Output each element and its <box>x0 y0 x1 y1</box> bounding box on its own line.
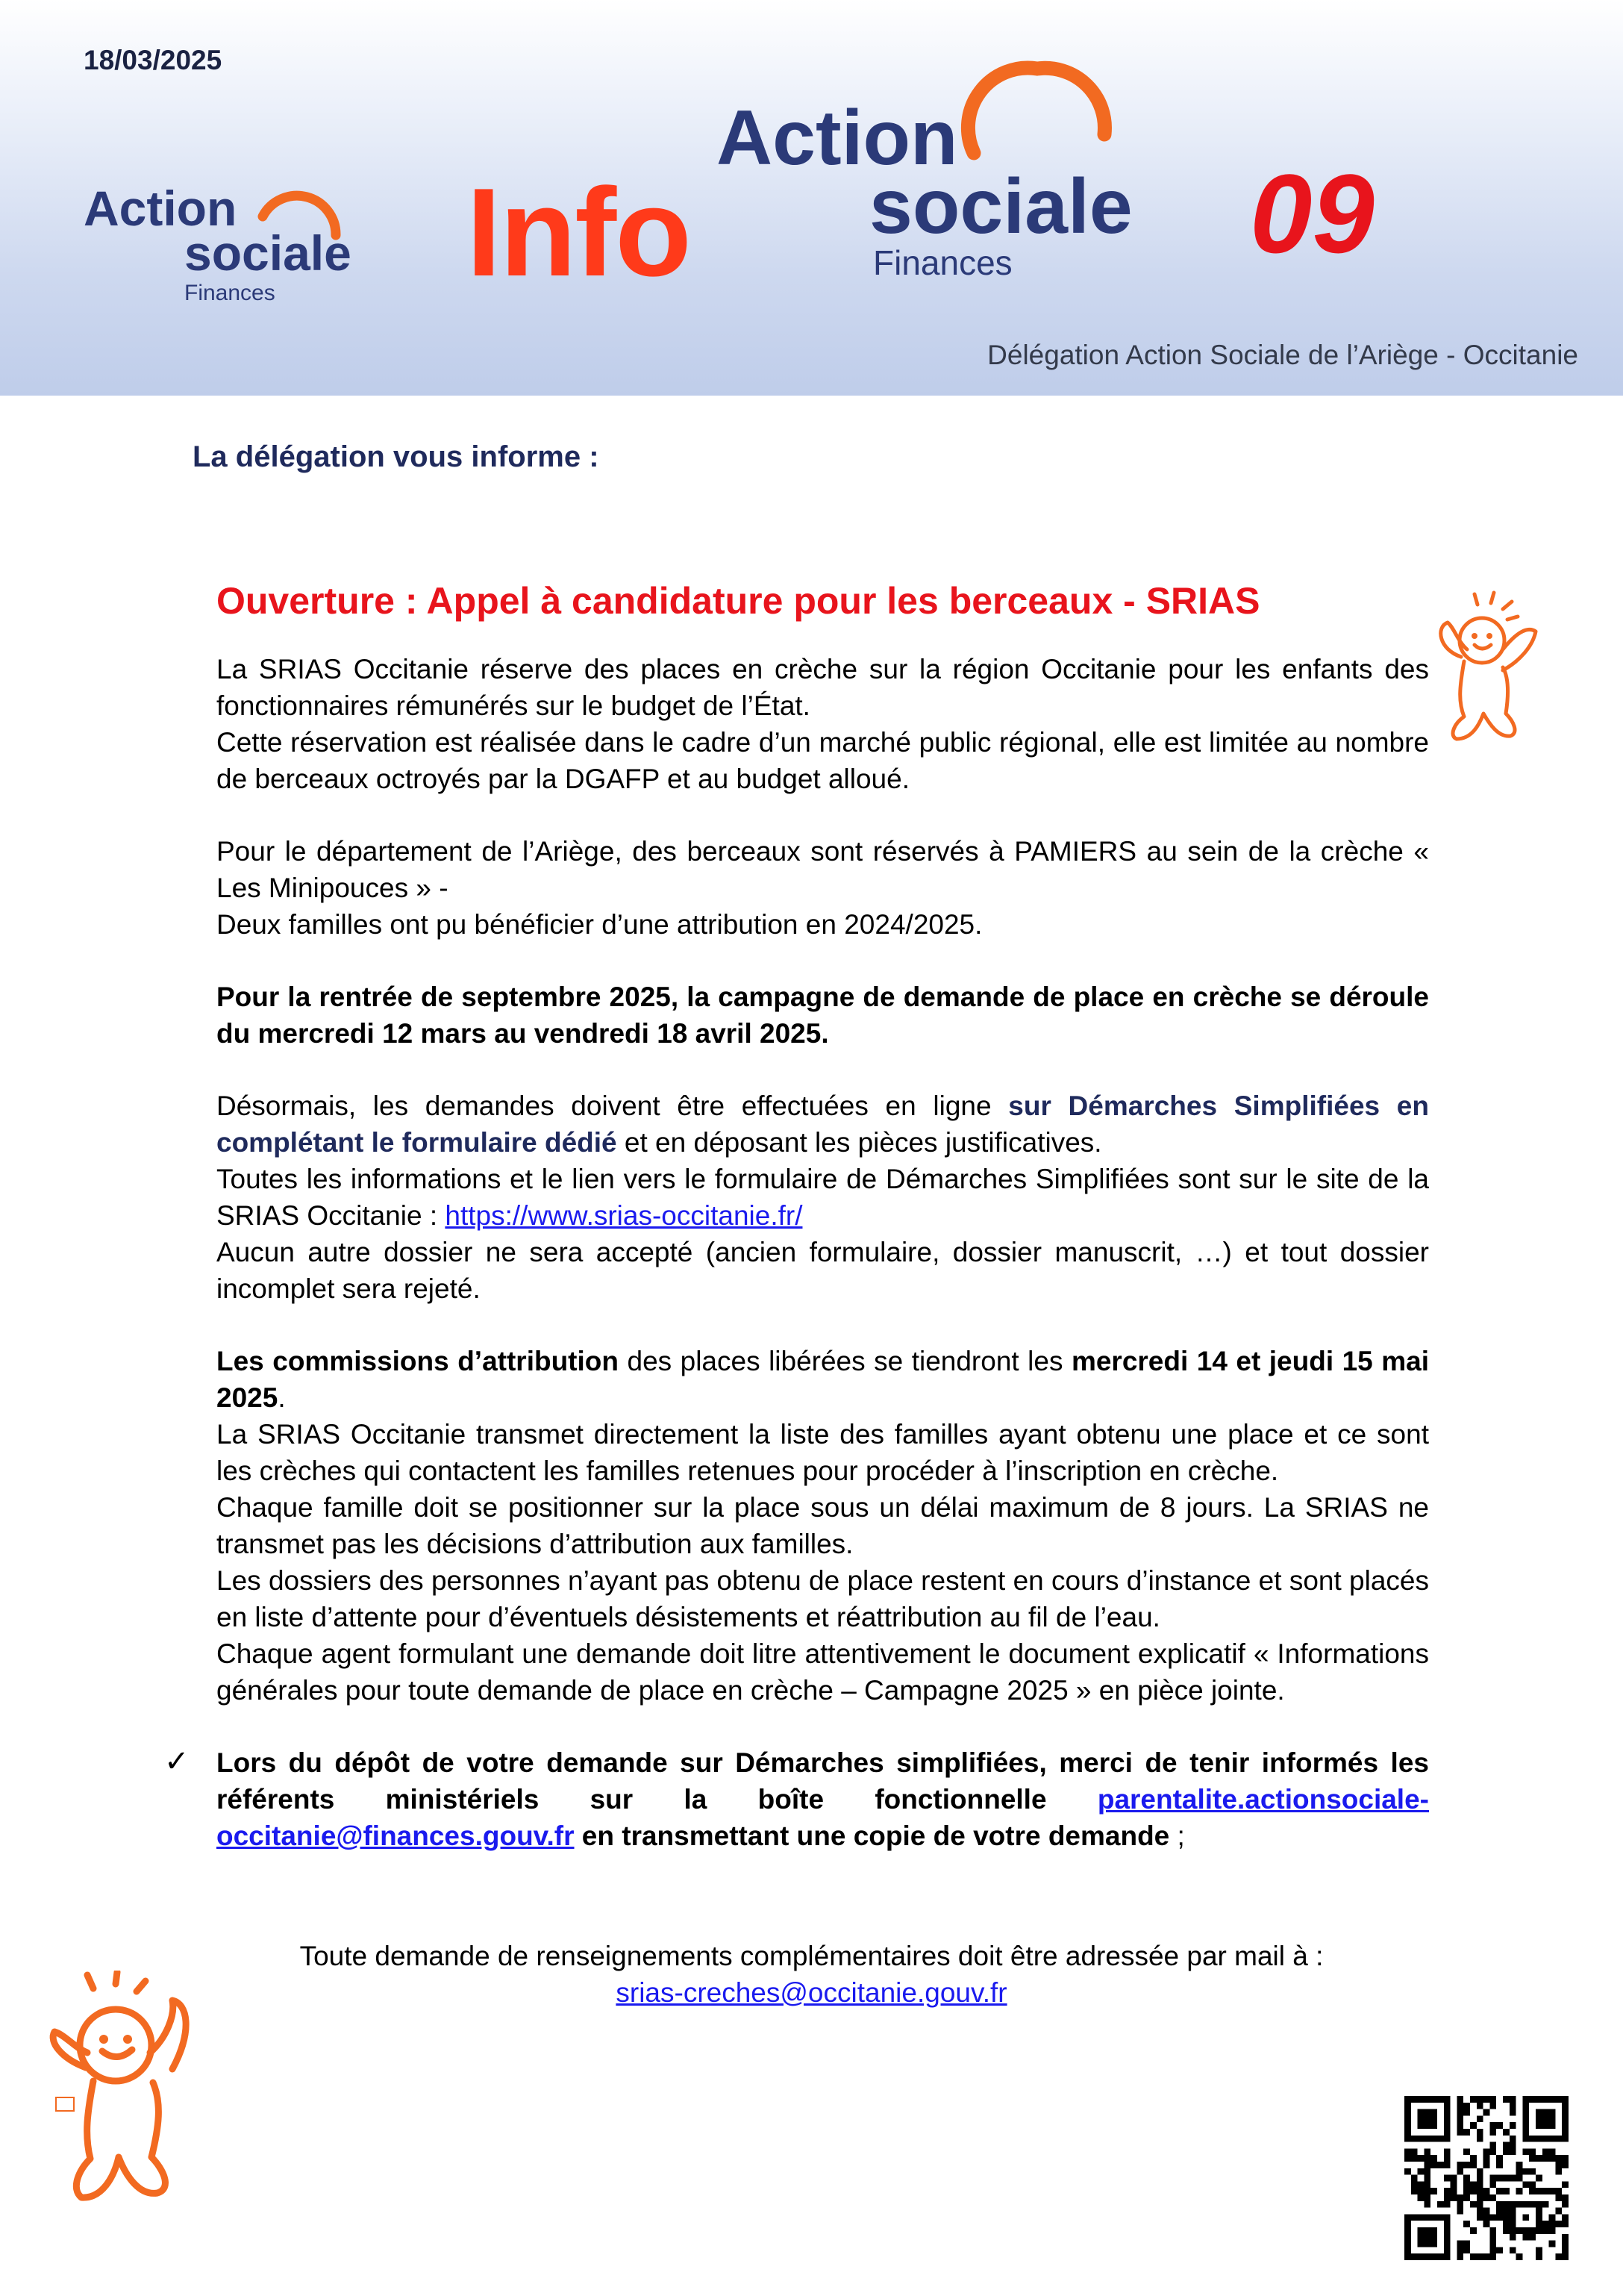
logo-small-line3: Finances <box>184 281 275 305</box>
info-title: Info <box>466 162 690 302</box>
logo-large-line3: Finances <box>873 243 1013 282</box>
paragraph-online <box>216 1088 1429 1307</box>
header-band <box>0 0 1623 396</box>
text-p1b: Cette réservation est réalisée dans le cadre d’un marché public régional, elle est limitée au nombre de berceaux octroyés par la DGAFP et au budget alloué. <box>216 727 1429 794</box>
paragraph-ariege <box>216 833 1429 943</box>
campaign-dates: Pour la rentrée de septembre 2025, la campagne de demande de place en crèche se déroule du mercredi 12 mars au vendredi 18 avril 2025. <box>216 982 1429 1049</box>
article-body <box>164 651 1430 1854</box>
action-sociale-logo-large <box>716 60 1179 284</box>
intro-heading: La délégation vous informe : <box>193 440 599 473</box>
text-p4-end: et en déposant les pièces justificatives. <box>616 1127 1102 1158</box>
text-p5e: Chaque agent formulant une demande doit litre attentivement le document explicatif « Informations générales pour toute demande de place en crèche – Campagne 2025 » en pièce jointe. <box>216 1638 1429 1706</box>
srias-website-link[interactable]: https://www.srias-occitanie.fr/ <box>445 1200 803 1231</box>
srias-creches-email-link[interactable]: srias-creches@occitanie.gouv.fr <box>616 1977 1007 2008</box>
text-p4-highlight: sur Démarches Simplifiées en complétant le formulaire dédié <box>216 1091 1429 1158</box>
logo-small-line2: sociale <box>184 225 351 281</box>
text-p5-bold1: Les commissions d’attribution <box>216 1346 619 1376</box>
text-p1: La SRIAS Occitanie réserve des places en crèche sur la région Occitanie pour les enfants des fonctionnaires rémunérés sur le budget de l’État. <box>216 654 1429 721</box>
child-mascot-icon <box>41 1971 235 2209</box>
paragraph-commissions <box>216 1343 1429 1709</box>
text-check-bold: Lors du dépôt de votre demande sur Démarches simplifiées, merci de tenir informés les référents ministériels sur la boîte fonctionnelle <box>216 1747 1429 1815</box>
parentalite-email-link[interactable]: parentalite.actionsociale-occitanie@finances.gouv.fr <box>216 1784 1429 1851</box>
action-sociale-logo-small <box>84 157 397 313</box>
text-p5-mid: des places libérées se tiendront les <box>619 1346 1072 1376</box>
text-p5-dot: . <box>278 1382 286 1413</box>
issue-number: 09 <box>1250 151 1375 276</box>
text-p2b: Deux familles ont pu bénéficier d’une attribution en 2024/2025. <box>216 909 983 940</box>
text-p4b: Toutes les informations et le lien vers le formulaire de Démarches Simplifiées sont sur le site de la SRIAS Occitanie : <box>216 1164 1429 1231</box>
text-p2: Pour le département de l’Ariège, des berceaux sont réservés à PAMIERS au sein de la crèche « Les Minipouces » - <box>216 836 1429 903</box>
child-mascot-icon <box>1431 590 1543 743</box>
qr-code-icon <box>1404 2096 1569 2260</box>
text-check-bold-end: en transmettant une copie de votre demande <box>574 1821 1170 1851</box>
text-p5-bold2: mercredi 14 et jeudi 15 mai 2025 <box>216 1346 1430 1413</box>
logo-large-line2: sociale <box>869 163 1133 250</box>
text-check-end: ; <box>1169 1821 1185 1851</box>
issue-date: 18/03/2025 <box>84 45 222 75</box>
text-p4c: Aucun autre dossier ne sera accepté (ancien formulaire, dossier manuscrit, …) et tout dossier incomplet sera rejeté. <box>216 1237 1429 1304</box>
paragraph-intro <box>216 651 1429 797</box>
closing-text: Toute demande de renseignements complémentaires doit être adressée par mail à : <box>299 1941 1324 1971</box>
headline: Ouverture : Appel à candidature pour les berceaux - SRIAS <box>216 580 1260 622</box>
closing-note <box>0 1938 1623 2011</box>
text-p5d: Les dossiers des personnes n’ayant pas obtenu de place restent en cours d’instance et sont placés en liste d’attente pour d’éventuels désistements et réattribution au fil de l’eau. <box>216 1565 1429 1632</box>
logo-large-line1: Action <box>716 95 958 181</box>
text-p5c: Chaque famille doit se positionner sur la place sous un délai maximum de 8 jours. La SRIAS ne transmet pas les décisions d’attribution aux familles. <box>216 1492 1429 1559</box>
paragraph-campaign <box>216 979 1429 1052</box>
checkmark-icon: ✓ <box>164 1744 190 1779</box>
text-p4-start: Désormais, les demandes doivent être effectuées en ligne <box>216 1091 1009 1121</box>
logo-small-line1: Action <box>84 181 237 236</box>
text-p5b: La SRIAS Occitanie transmet directement la liste des familles ayant obtenu une place et ce sont les crèches qui contactent les familles retenues pour procéder à l’inscription en crèche. <box>216 1419 1429 1486</box>
checklist-item <box>164 1744 1429 1854</box>
delegation-name: Délégation Action Sociale de l’Ariège - Occitanie <box>987 340 1578 370</box>
